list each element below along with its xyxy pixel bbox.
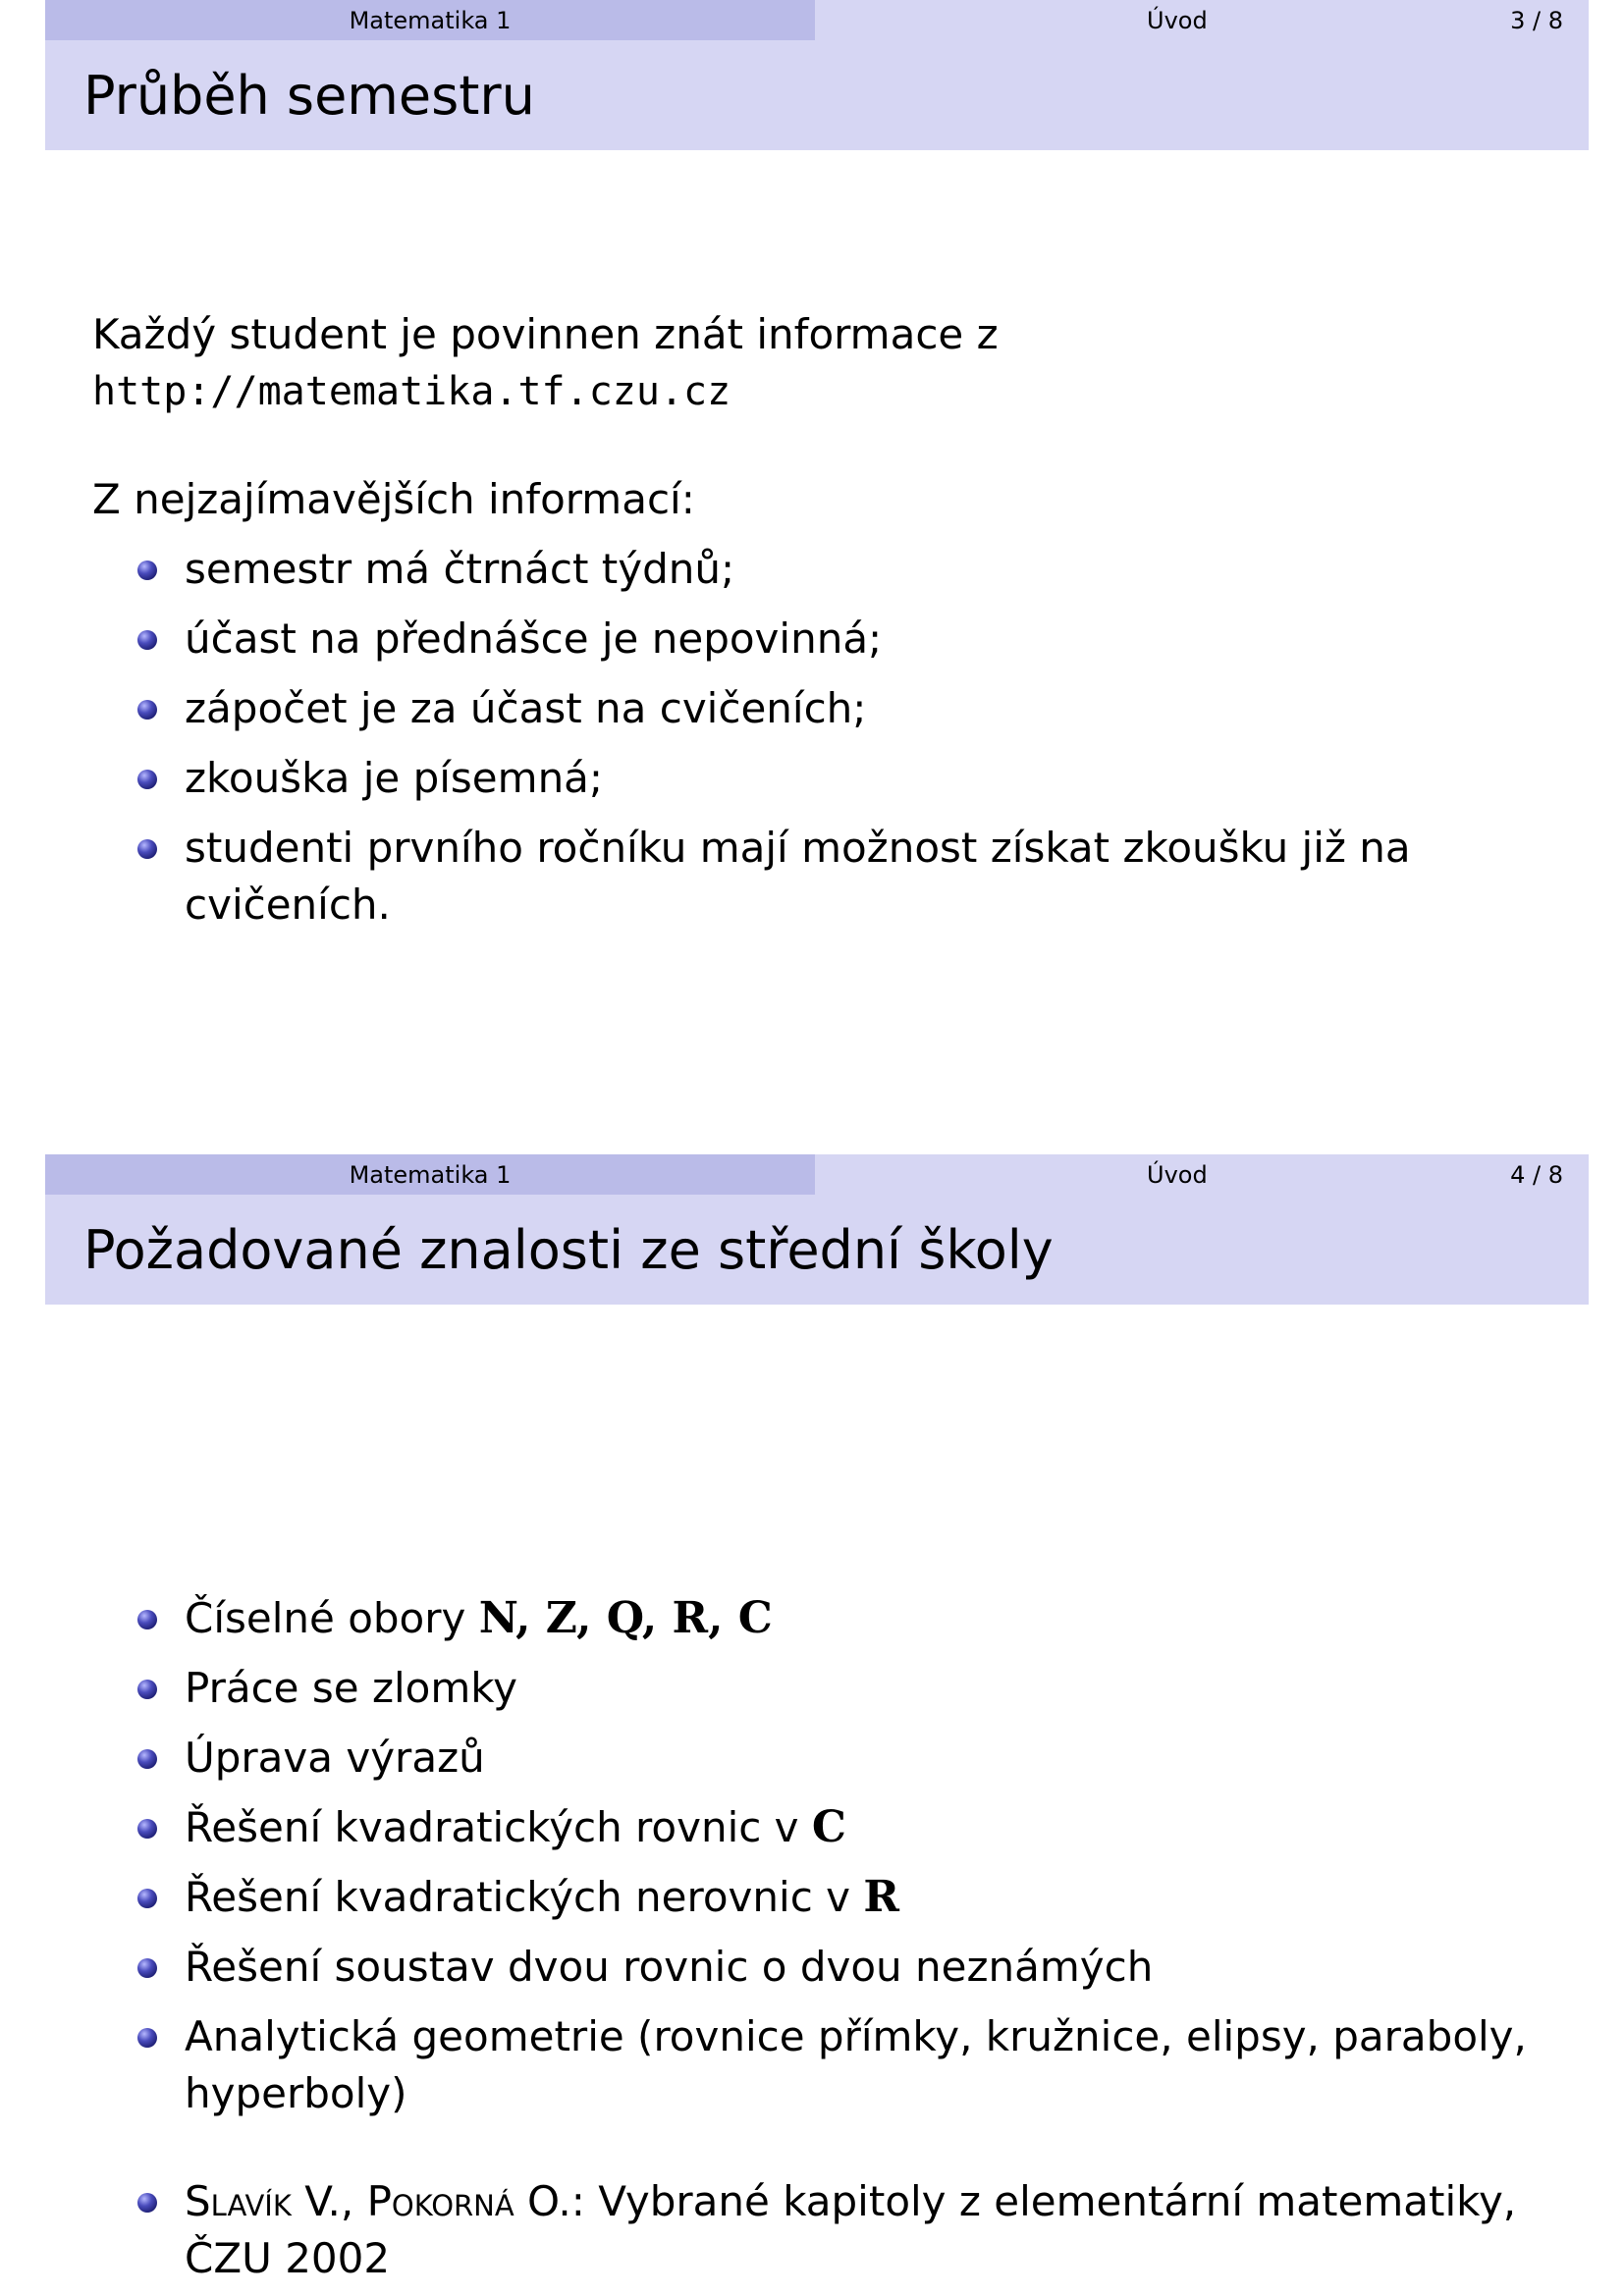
- number-sets: N, Z, Q, R, C: [478, 1593, 773, 1643]
- bullet-ball-icon: [137, 1958, 157, 1978]
- reference-item: Slavík V., Pokorná O.: Vybrané kapitoly z elementární matematiky, ČZU 2002: [137, 2173, 1549, 2287]
- bullet-ball-icon: [137, 1610, 157, 1629]
- bullet-ball-icon: [137, 1889, 157, 1908]
- slide-headline: [45, 0, 1589, 40]
- ref-author: Pokorná: [366, 2177, 514, 2225]
- bullet-ball-icon: [137, 839, 157, 859]
- list-item: Číselné obory N, Z, Q, R, C: [137, 1590, 1549, 1647]
- bullet-ball-icon: [137, 700, 157, 720]
- list-item: semestr má čtrnáct týdnů;: [137, 541, 1549, 598]
- ref-author: Slavík: [185, 2177, 292, 2225]
- headline-section: Úvod: [1147, 6, 1208, 34]
- slide-title-bar: [45, 1195, 1589, 1305]
- list-item: Řešení soustav dvou rovnic o dvou neznámých: [137, 1939, 1549, 1996]
- slide-title: Průběh semestru: [83, 64, 535, 127]
- subheading: Z nejzajímavějších informací:: [92, 475, 695, 523]
- bullet-ball-icon: [137, 561, 157, 580]
- slide-title-bar: [45, 40, 1589, 150]
- list-item: Analytická geometrie (rovnice přímky, kružnice, elipsy, paraboly, hyperboly): [137, 2008, 1549, 2122]
- slide-headline: [45, 1154, 1589, 1195]
- slide-title: Požadované znalosti ze střední školy: [83, 1218, 1054, 1281]
- bullet-ball-icon: [137, 2028, 157, 2048]
- slide-3: [45, 0, 1589, 929]
- headline-section: Úvod: [1147, 1160, 1208, 1189]
- set-symbol: R: [863, 1872, 899, 1922]
- bullet-ball-icon: [137, 630, 157, 650]
- list-item: studenti prvního ročníku mají možnost získat zkoušku již na cvičeních.: [137, 820, 1549, 934]
- list-item: Řešení kvadratických nerovnic v R: [137, 1869, 1549, 1926]
- headline-course: Matematika 1: [45, 0, 815, 40]
- knowledge-bullet-list: [137, 1590, 1549, 2287]
- headline-page-number: 4 / 8: [1510, 1160, 1563, 1189]
- info-bullet-list: [137, 541, 1549, 934]
- list-item: Úprava výrazů: [137, 1730, 1549, 1787]
- list-item: zkouška je písemná;: [137, 750, 1549, 807]
- slide-4: [45, 1154, 1589, 2282]
- list-item: Práce se zlomky: [137, 1660, 1549, 1717]
- list-item: zápočet je za účast na cvičeních;: [137, 680, 1549, 737]
- list-item: Řešení kvadratických rovnic v C: [137, 1799, 1549, 1856]
- intro-paragraph: [92, 306, 999, 420]
- list-item: účast na přednášce je nepovinná;: [137, 611, 1549, 667]
- bullet-ball-icon: [137, 1819, 157, 1839]
- bullet-ball-icon: [137, 1749, 157, 1769]
- bullet-ball-icon: [137, 770, 157, 789]
- course-url-link[interactable]: http://matematika.tf.czu.cz: [92, 369, 731, 414]
- headline-course: Matematika 1: [45, 1154, 815, 1195]
- bullet-ball-icon: [137, 2193, 157, 2213]
- intro-text: Každý student je povinnen znát informace z: [92, 310, 999, 358]
- bullet-ball-icon: [137, 1680, 157, 1699]
- headline-page-number: 3 / 8: [1510, 6, 1563, 34]
- set-symbol: C: [811, 1802, 846, 1852]
